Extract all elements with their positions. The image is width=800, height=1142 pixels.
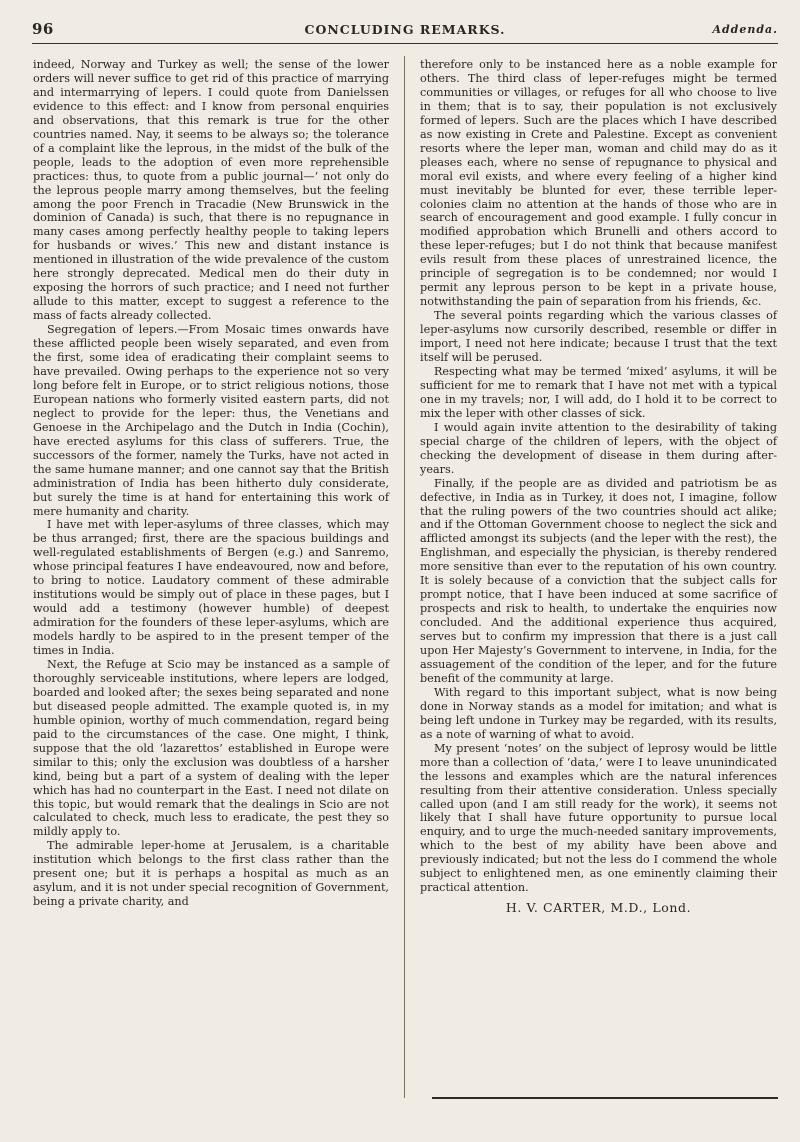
footer-rule [432, 1097, 778, 1099]
page-number: 96 [32, 20, 54, 38]
header-rule [32, 43, 778, 44]
paragraph: The admirable leper-home at Jerusalem, is a charitable institution which belongs to the first class rather than the present one; but it is perhaps a hospital as much as an asylum, and it is not under special recognition of Government, being a private charity, and [33, 839, 389, 909]
page-header [32, 18, 778, 40]
right-column [420, 58, 777, 915]
paragraph: therefore only to be instanced here as a noble example for others. The third class of leper-refuges might be termed communities or villages, or refuges for all who choose to live in them; that is to say, their population is not exclusively formed of lepers. Such are the places which I have described as now existing in Crete and Palestine. Except as convenient resorts where the leper man, woman and child may do as it pleases each, where no sense of repugnance to physical and moral evil exists, and where every feeling of a higher kind must inevitably be blunted for ever, these terrible leper-colonies claim no attention at the hands of those who are in search of encouragement and good example. I fully concur in modified approbation which Brunelli and others accord to these leper-refuges; but I do not think that because manifest evils result from these places of unrestrained licence, the principle of segregation is to be condemned; nor would I permit any leprous person to be kept in a private house, notwithstanding the pain of separation from his friends, &c. [420, 58, 777, 309]
paragraph: indeed, Norway and Turkey as well; the sense of the lower orders will never suffice to get rid of this practice of marrying and intermarrying of lepers. I could quote from Danielssen evidence to this effect: and I know from personal enquiries and observations, that this remark is true for the other countries named. Nay, it seems to be always so; the tolerance of a complaint like the leprous, in the midst of the bulk of the people, leads to the adoption of even more reprehensible practices: thus, to quote from a public journal—‘ not only do the leprous people marry among themselves, but the feeling among the poor French in Tracadie (New Brunswick in the dominion of Canada) is such, that there is no repugnance in many cases among perfectly healthy people to taking lepers for husbands or wives.’ This new and distant instance is mentioned in illustration of the wide prevalence of the custom here strongly deprecated. Medical men do their duty in exposing the horrors of such practice; and I need not further allude to this matter, except to suggest a reference to the mass of facts already collected. [33, 58, 389, 323]
column-divider [404, 56, 405, 1098]
paragraph: The several points regarding which the various classes of leper-asylums now cursorily described, resemble or differ in import, I need not here indicate; because I trust that the text itself will be perused. [420, 309, 777, 365]
paragraph: Respecting what may be termed ‘mixed’ asylums, it will be sufficient for me to remark that I have not met with a typical one in my travels; nor, I will add, do I hold it to be correct to mix the leper with other classes of sick. [420, 364, 777, 420]
left-column [33, 58, 389, 909]
paragraph: I would again invite attention to the desirability of taking special charge of the children of lepers, with the object of checking the development of disease in them during after-years. [420, 420, 777, 476]
paragraph: With regard to this important subject, what is now being done in Norway stands as a model for imitation; and what is being left undone in Turkey may be regarded, with its results, as a note of warning of what to avoid. [420, 685, 777, 741]
paragraph: Segregation of lepers.—From Mosaic times onwards have these afflicted people been wisely separated, and even from the first, some idea of eradicating their complaint seems to have prevailed. Owing perhaps to the experience not so very long before felt in Europe, or to strict religious notions, those European nations who formerly visited eastern parts, did not neglect to provide for the leper: thus, the Venetians and Genoese in the Archipelago and the Dutch in India (Cochin), have erected asylums for this class of sufferers. True, the successors of the former, namely the Turks, have not acted in the same humane manner; and one cannot say that the British administration of India has been hitherto duly considerate, but surely the time is at hand for entertaining this work of mere humanity and charity. [33, 323, 389, 518]
paragraph: Next, the Refuge at Scio may be instanced as a sample of thoroughly serviceable institutions, where lepers are lodged, boarded and looked after; the sexes being separated and none but diseased people admitted. The example quoted is, in my humble opinion, worthy of much commendation, regard being paid to the circumstances of the case. One might, I think, suppose that the old ‘lazarettos’ established in Europe were similar to this; only the exclusion was doubtless of a harsher kind, being but a part of a system of dealing with the leper which has had no counterpart in the East. I need not dilate on this topic, but would remark that the dealings in Scio are not calculated to check, much less to eradicate, the pest they so mildly apply to. [33, 657, 389, 839]
section-label: Addenda. [712, 23, 778, 36]
paragraph: Finally, if the people are as divided and patriotism be as defective, in India as in Turkey, it does not, I imagine, follow that the ruling powers of the two countries should act alike; and if the Ottoman Government choose to neglect the sick and afflicted amongst its subjects (and the leper with the rest), the Englishman, and especially the physician, is thereby rendered more sensitive than ever to the reputation of his own country. It is solely because of a conviction that the subject calls for prompt notice, that I have been induced at some sacrifice of prospects and risk to health, to undertake the enquiries now concluded. And the additional experience thus acquired, serves but to confirm my impression that there is a just call upon Her Majesty’s Government to intervene, in India, for the assuagement of the condition of the leper, and for the future benefit of the community at large. [420, 476, 777, 685]
author-signature: H. V. CARTER, M.D., Lond. [505, 900, 692, 916]
paragraph: My present ‘notes’ on the subject of leprosy would be little more than a collection of ‘data,’ were I to leave ununindicated the lessons and examples which are the natural inferences resulting from their attentive consideration. Unless specially called upon (and I am still ready for the work), it seems not likely that I shall have future opportunity to pursue local enquiry, and to urge the much-needed sanitary improvements, which to the best of my ability have been above and previously indicated; but not the less do I commend the whole subject to enlightened men, as one eminently claiming their practical attention. [420, 741, 777, 895]
paragraph: I have met with leper-asylums of three classes, which may be thus arranged; first, there are the spacious buildings and well-regulated establishments of Bergen (e.g.) and Sanremo, whose principal features I have endeavoured, now and before, to bring to notice. Laudatory comment of these admirable institutions would be simply out of place in these pages, but I would add a testimony (however humble) of deepest admiration for the founders of these leper-asylums, which are models hardly to be aspired to in the present temper of the times in India. [33, 518, 389, 658]
running-title: CONCLUDING REMARKS. [304, 22, 506, 37]
